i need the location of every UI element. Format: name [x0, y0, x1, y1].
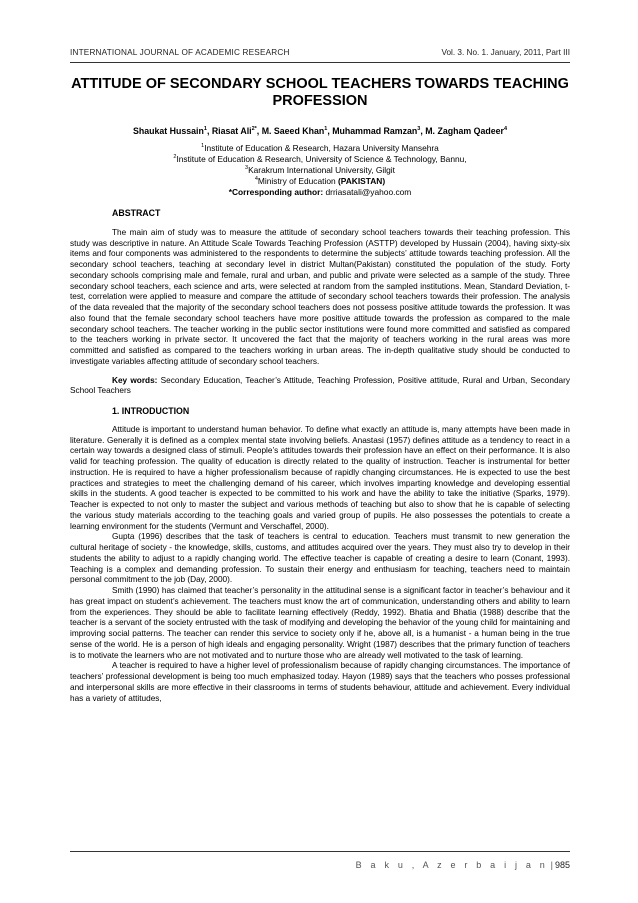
- running-header: [70, 48, 570, 60]
- affiliations: [70, 143, 570, 198]
- author-name: Muhammad Ramzan: [332, 126, 418, 136]
- abstract-text: The main aim of study was to measure the attitude of secondary school teachers towards their teaching profession. This study was descriptive in nature. An Attitude Scale Towards Teaching Profession (ASTTP) developed by Hussain (2004), having sixty-six items and four components was administered to the respondents to determine the subjects’ attitude towards teaching profession. All the secondary school teachers, teaching at secondary level in district Multan(Pakistan) constituted the population of the study. Forty secondary schools comprising male and female, rural and urban, and public and private were selected as a sample of the study. Three secondary school teachers, each science and arts, were selected at random from the sampled institutions. Mean, Standard Deviation, t-test, correlation were applied to measure and compare the attitude of secondary school teachers towards their profession. The analysis of the data revealed that the majority of the secondary school teachers does not possess positive attitude towards the profession. It was also found that the female secondary school teachers have more positive attitude towards the profession as compared to the male secondary school teachers. The teacher working in the public sector institutions were found more committed and satisfied as compared to the teachers working in private sector. It uncovered the fact that the majority of teachers working in the rural areas was more committed and satisfied as compared to the teachers working in urban areas. The in-depth qualitative study should be conducted to investigate variables affecting attitude of secondary school teachers.: [70, 227, 570, 366]
- corresponding-email: drriasatali@yahoo.com: [323, 187, 412, 197]
- page-number: 985: [554, 860, 570, 870]
- author-sup: 1: [324, 126, 328, 132]
- author-name: Riasat Ali: [211, 126, 252, 136]
- journal-name: INTERNATIONAL JOURNAL OF ACADEMIC RESEARCH: [70, 48, 290, 57]
- author-sup: 2*: [251, 126, 257, 132]
- abstract-section: [70, 208, 570, 704]
- paragraph: Smith (1990) has claimed that teacher’s personality in the attitudinal sense is a significant factor in teacher’s behaviour and it has great impact on student’s achievement. The teachers must know the art of communication, understanding others and ability to learn from the experiences. They should be able to facilitate learning effectively (Reddy, 1992). Bhatia and Bhatia (1988) describe that the teacher is a servant of the society entrusted with the task of modifying and developing the behavior of the young child for maintaining and improving social patterns. The teacher can render this service to society only if he, above all, is a humanist - a human being in the true sense of the world. He is a person of high ideals and engaging personality. Wright (1987) describes that the primary function of teachers is to motivate the learners who are not motivated and to nurture those who are already well motivated to the task of learning.: [70, 586, 570, 660]
- paper-title: ATTITUDE OF SECONDARY SCHOOL TEACHERS TOWARDS TEACHING PROFESSION: [71, 76, 569, 109]
- paragraph: Gupta (1996) describes that the task of teachers is central to education. Teachers must transmit to new generation the cultural heritage of society - the knowledge, skills, customs, and attitudes acquired over the years. They must also try to develop in their students the ability to adjust to a rapidly changing world. The effective teacher is capable of creating a desire to learn (Conant, 1993). Teaching is a complex and demanding profession. To sustain their energy and enthusiasm for teaching, teachers need to maintain personal commitment to the job (Day, 2000).: [70, 532, 570, 585]
- affiliation: $^3$Karakrum International University, Gilgit: [245, 165, 395, 175]
- affiliation: $^4$Ministry of Education (PAKISTAN): [254, 176, 386, 186]
- author-name: M. Saeed Khan: [261, 126, 325, 136]
- section-heading: 1. INTRODUCTION: [112, 406, 190, 416]
- author-name: Shaukat Hussain: [132, 126, 204, 136]
- header-rule: [70, 62, 570, 63]
- paragraph: Attitude is important to understand human behavior. To define what exactly an attitude is, many attempts have been made in literature. Generally it is defined as a complex mental state involving beliefs. Anastasi (1957) defines attitude as a tendency to react in a certain way towards a designed class of stimuli. People’s attitudes towards their profession have an effect on their performance. It is also valid for teaching profession. The quality of education is directly related to the quality of instruction. Teacher is instrumental for better instruction. He is required to have a higher professionalism because of rapidly changing circumstances. He is expected to use the best practices and strategies to meet the challenging demand of his career, which involves imparting knowledge and developing essential skills in the students. A good teacher is expected to be committed to his work and have the ability to take the initiative (Sparks, 1979). Teacher is expected to not only to master the subject and various methods of teaching but also to show that he is capable of selecting the various study materials according to the teaching goals and varied group of pupils. He also possesses the potentials to create a learning environment for the students (Vermunt and Verschaffel, 2000).: [70, 424, 570, 531]
- affiliation: $^2$Institute of Education & Research, University of Science & Technology, Bannu,: [173, 154, 467, 164]
- paragraph: A teacher is required to have a higher level of professionalism because of rapidly changing circumstances. The importance of teachers’ professional development is being too much emphasized today. Hayon (1989) says that the teachers who posses professional and interpersonal skills are more effective in their classrooms in terms of students behaviour, attitude and achievement. Every individual has a variety of attitudes,: [70, 661, 570, 703]
- running-footer: [70, 860, 570, 874]
- footer-location: B a k u , A z e r b a i j a n: [355, 860, 548, 870]
- author-list: Shaukat Hussain$^1$, Riasat Ali$^{2*}$, M. Saeed Khan$^1$, Muhammad Ramzan$^3$, M. Zagham Qadeer$^4$: [132, 126, 508, 136]
- keywords-label: Key words:: [112, 375, 158, 385]
- keywords-text: Secondary Education, Teacher’s Attitude, Teaching Profession, Positive attitude, Rural and Urban, Secondary School Teachers: [70, 375, 570, 396]
- affiliation: $^1$Institute of Education & Research, Hazara University Mansehra: [201, 143, 439, 153]
- author-sup: 4: [503, 126, 508, 132]
- author-sup: 3: [417, 126, 421, 132]
- author-name: M. Zagham Qadeer: [425, 126, 504, 136]
- keywords: [70, 376, 570, 398]
- author-sup: 1: [203, 126, 207, 132]
- abstract-heading: ABSTRACT: [112, 208, 161, 218]
- corresponding-author: *Corresponding author: drriasatali@yahoo.com: [228, 187, 412, 197]
- footer-separator: |: [550, 860, 553, 870]
- footer-rule: [70, 851, 570, 852]
- volume-info: Vol. 3. No. 1. January, 2011, Part III: [441, 48, 570, 57]
